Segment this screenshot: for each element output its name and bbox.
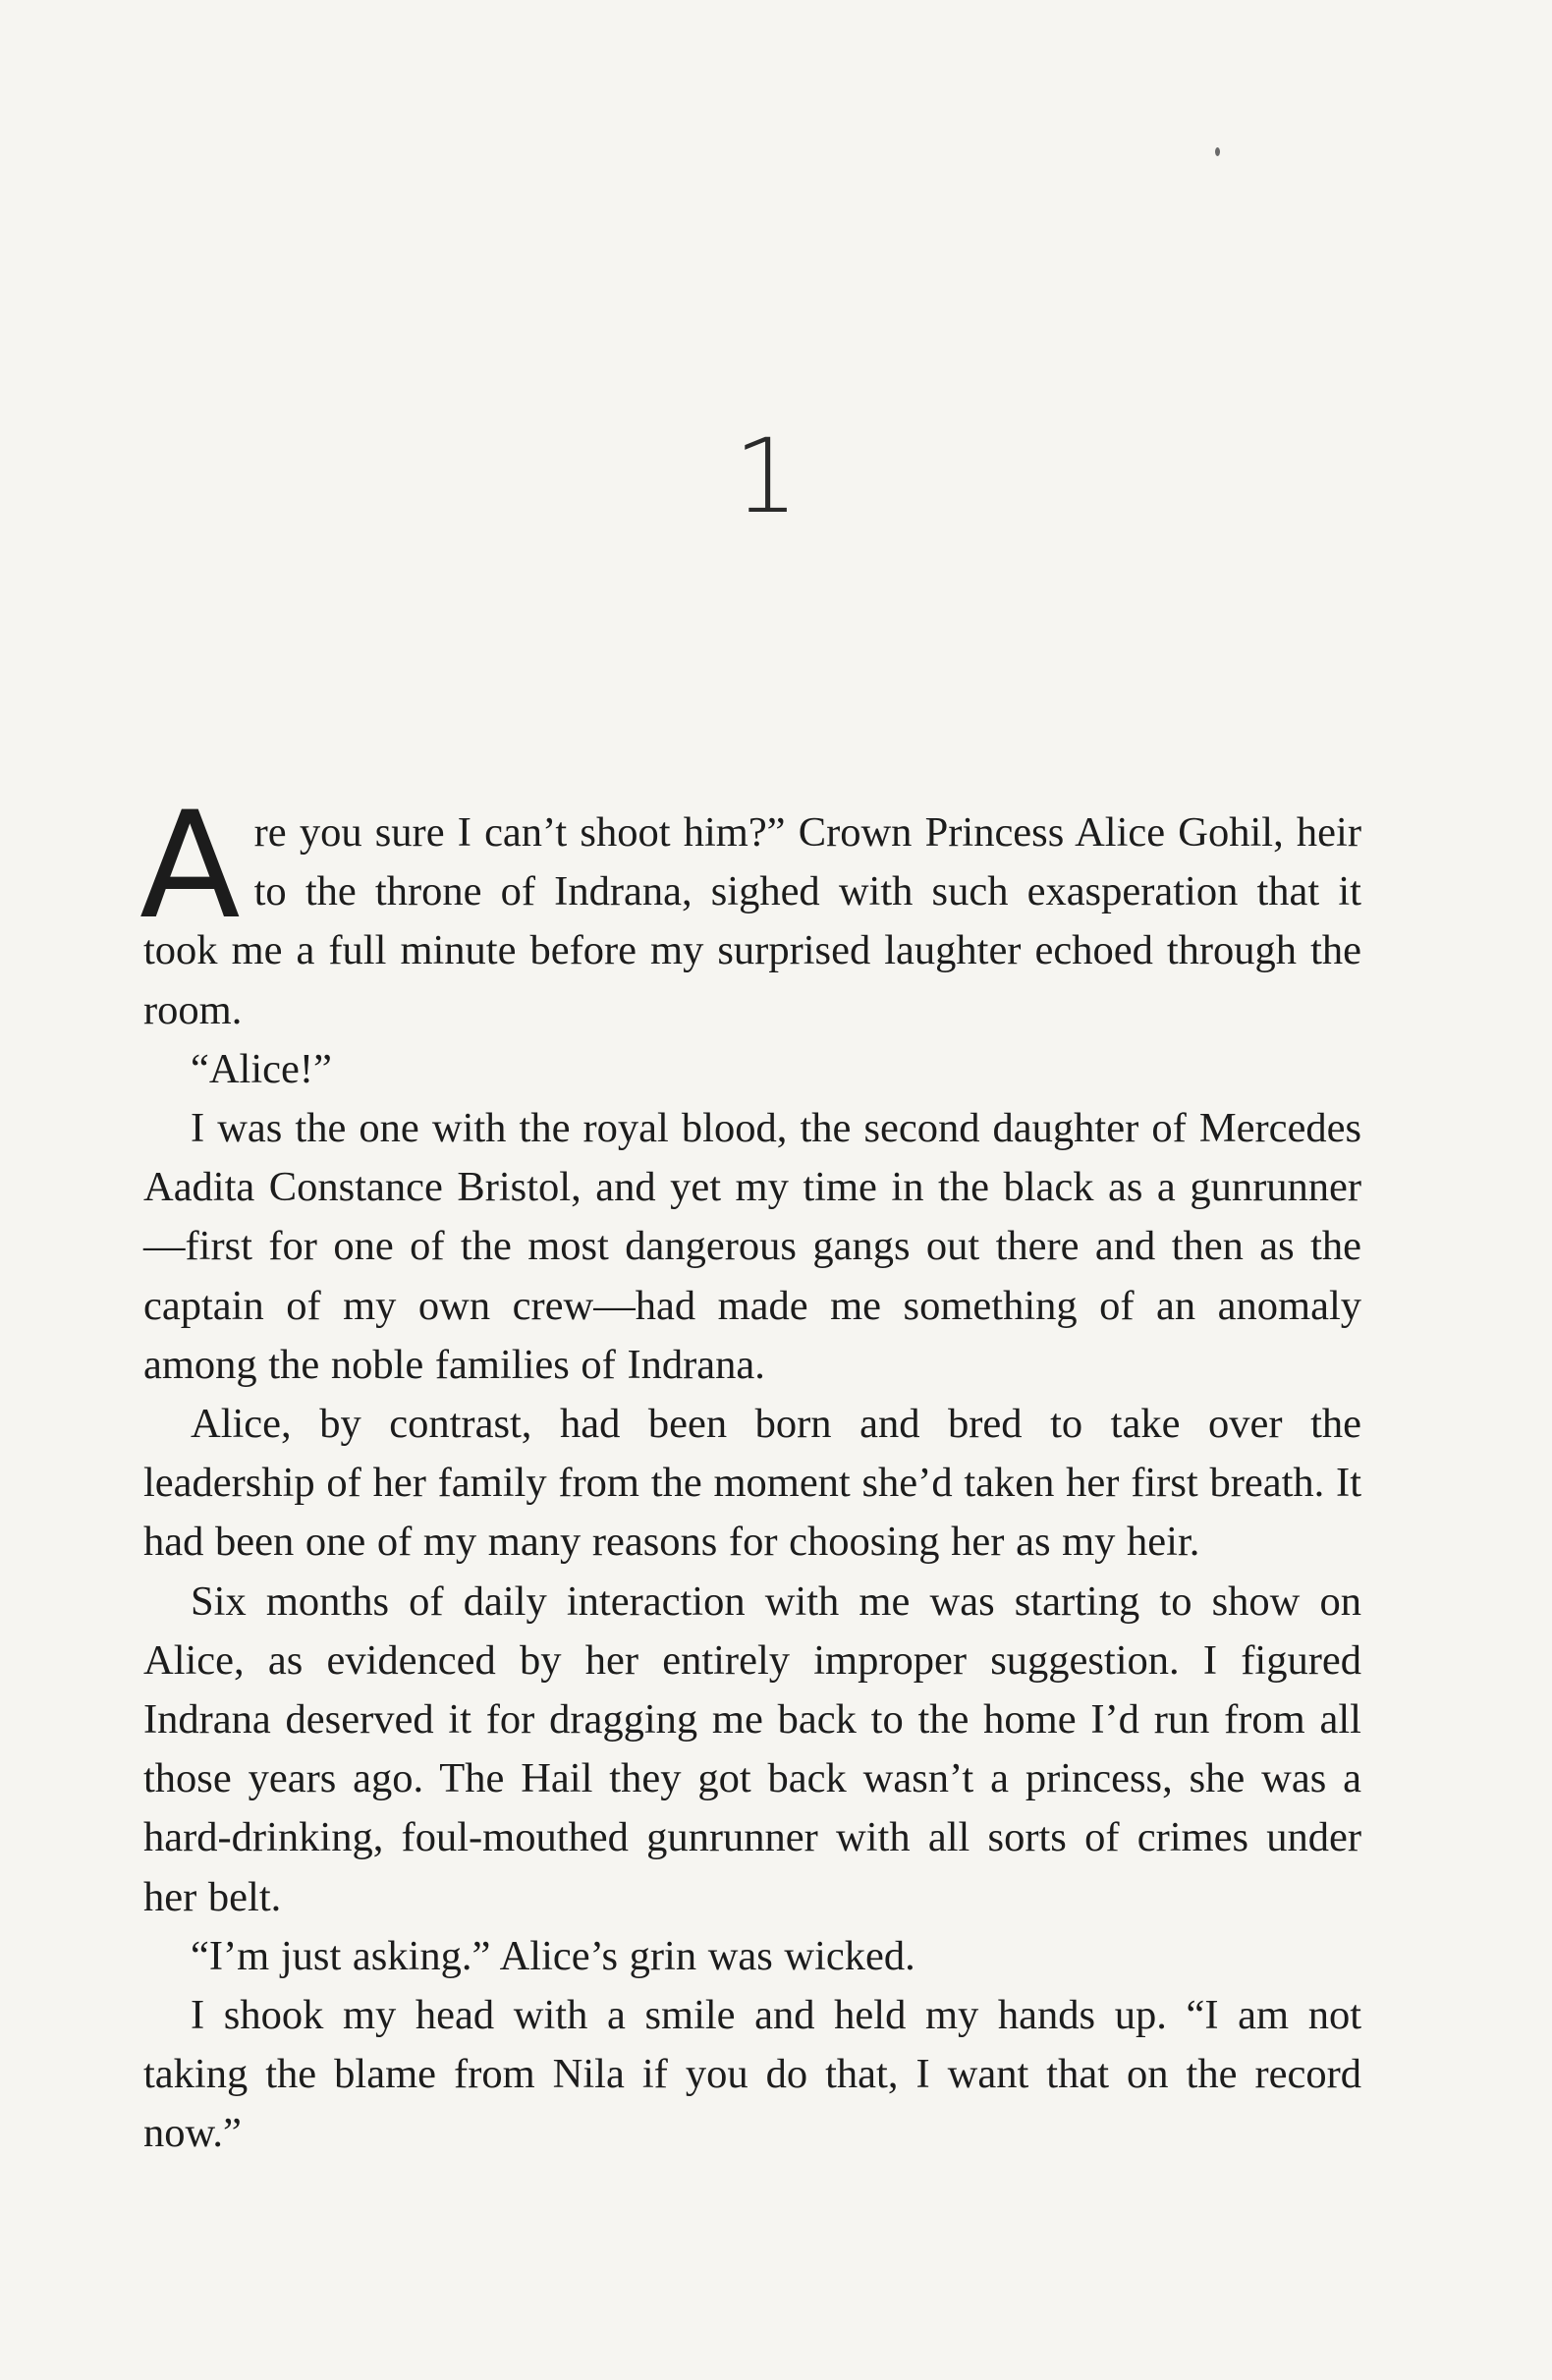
paragraph: “Alice!”: [191, 1045, 332, 1092]
opening-paragraph-text: re you sure I can’t shoot him?” Crown Princess Alice Gohil, heir to the throne of Indrana, sighed with such exasperation that it took me a full minute before my surprised laughter echoed through the room.: [143, 809, 1361, 1033]
print-speck: [1215, 147, 1220, 156]
paragraph: Six months of daily interaction with me was starting to show on Alice, as evidenced by her entirely improper suggestion. I figured Indrana deserved it for dragging me back to the home I’d run from all those years ago. The Hail they got back wasn’t a princess, she was a hard-drinking, foul-mouthed gunrunner with all sorts of crimes under her belt.: [143, 1577, 1361, 1920]
opening-paragraph: [139, 781, 1361, 1040]
chapter-number: 1: [733, 416, 800, 536]
drop-cap: A: [139, 781, 241, 952]
paragraph: I was the one with the royal blood, the second daughter of Mercedes Aadita Constance Bristol, and yet my time in the black as a gunrunner—first for one of the most dangerous gangs out there and then as the captain of my own crew—had made me something of an anomaly among the noble families of Indrana.: [143, 1105, 1361, 1388]
chapter-body-text: [139, 781, 1361, 2164]
paragraph: Alice, by contrast, had been born and bred to take over the leadership of her family from the moment she’d taken her first breath. It had been one of my many reasons for choosing her as my heir.: [143, 1401, 1361, 1566]
paragraph: I shook my head with a smile and held my hands up. “I am not taking the blame from Nila if you do that, I want that on the record now.”: [143, 1992, 1361, 2157]
paragraph: “I’m just asking.” Alice’s grin was wicked.: [191, 1932, 915, 1979]
